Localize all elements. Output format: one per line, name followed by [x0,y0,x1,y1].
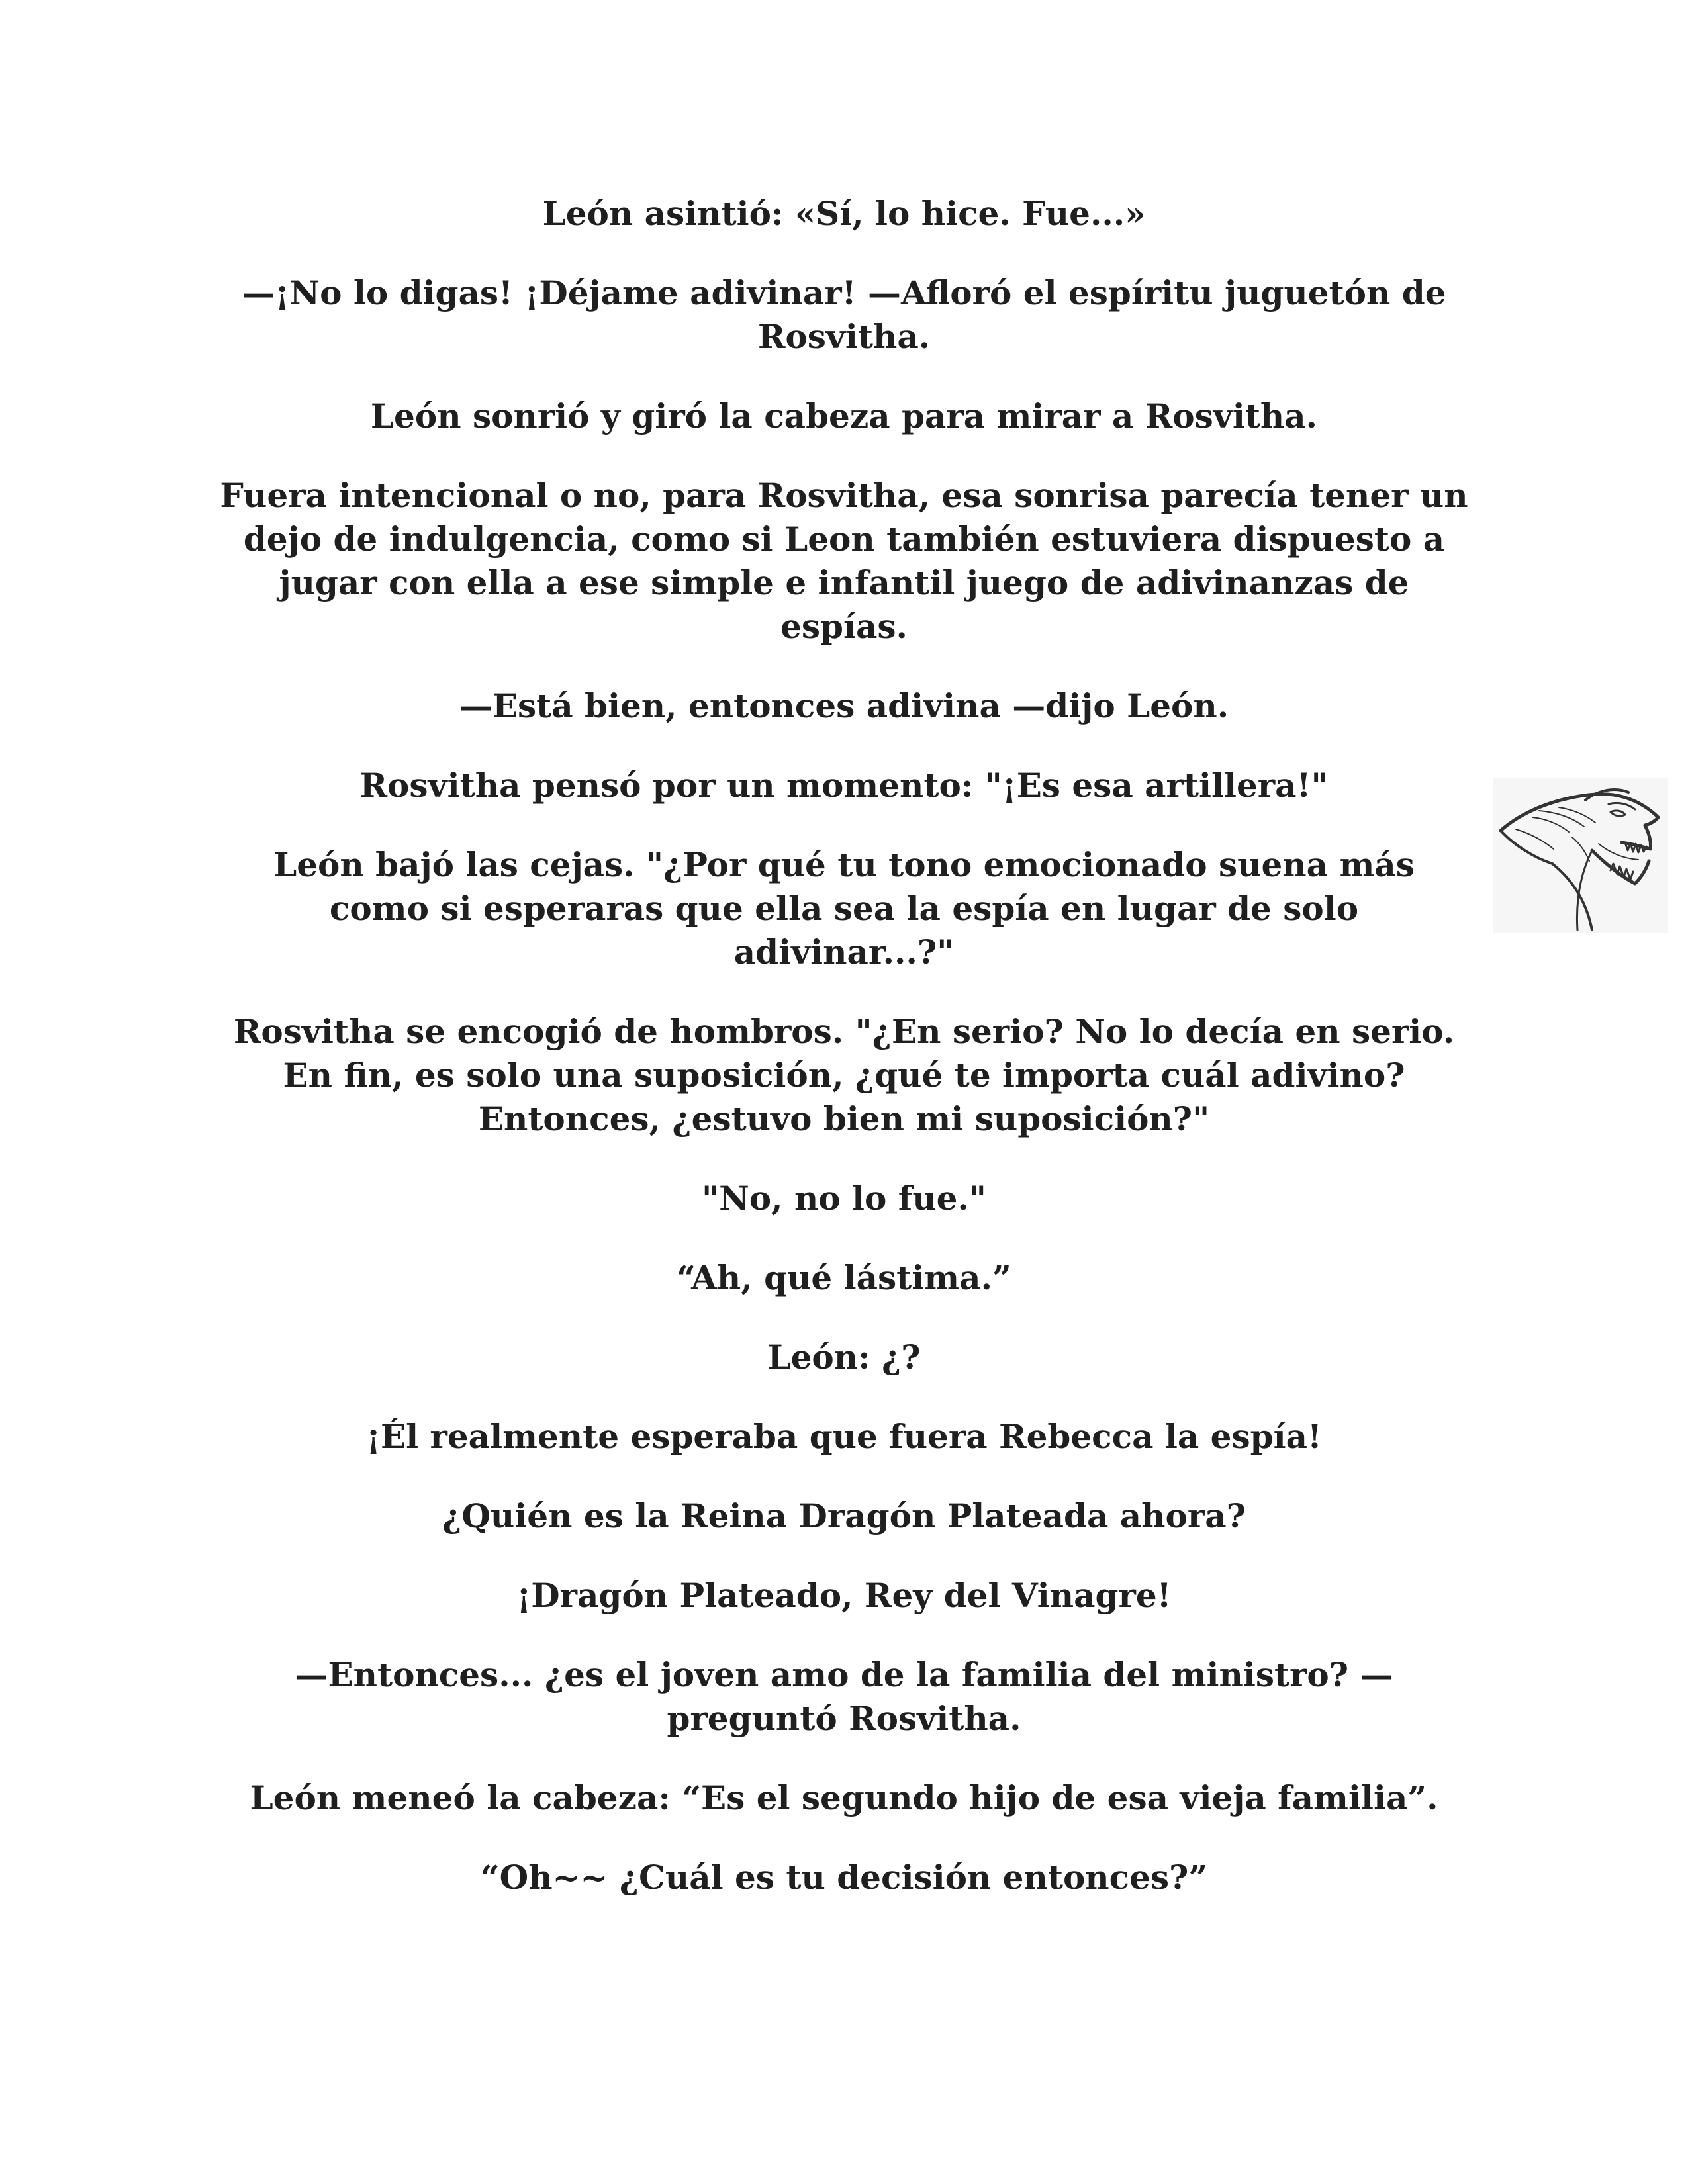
paragraph-4: Fuera intencional o no, para Rosvitha, esa sonrisa parecía tener un dejo de indulgencia, como si Leon también estuviera dispuesto a jugar con ella a ese simple e infantil juego de adivinanzas de espías. [220,476,1468,646]
paragraph-10: “Ah, qué lástima.” [677,1258,1011,1297]
paragraph-14: ¡Dragón Plateado, Rey del Vinagre! [516,1576,1172,1615]
paragraph-2: —¡No lo digas! ¡Déjame adivinar! —Afloró el espíritu juguetón de Rosvitha. [242,273,1446,356]
dragon-head-sketch-icon [1493,778,1668,933]
document-body [218,192,1470,1935]
paragraph-15: —Entonces... ¿es el joven amo de la familia del ministro? —preguntó Rosvitha. [295,1655,1393,1738]
paragraph-1: León asintió: «Sí, lo hice. Fue...» [542,194,1146,233]
paragraph-7: León bajó las cejas. "¿Por qué tu tono emocionado suena más como si esperaras que ella sea la espía en lugar de solo adivinar...?" [273,845,1415,972]
paragraph-8: Rosvitha se encogió de hombros. "¿En serio? No lo decía en serio. En fin, es solo una suposición, ¿qué te importa cuál adivino? Entonces, ¿estuvo bien mi suposición?" [233,1012,1455,1138]
paragraph-3: León sonrió y giró la cabeza para mirar a Rosvitha. [370,396,1318,435]
paragraph-12: ¡Él realmente esperaba que fuera Rebecca la espía! [366,1417,1322,1456]
paragraph-11: León: ¿? [767,1338,921,1377]
paragraph-13: ¿Quién es la Reina Dragón Plateada ahora? [442,1496,1246,1535]
paragraph-5: —Está bien, entonces adivina —dijo León. [459,686,1229,725]
paragraph-9: "No, no lo fue." [702,1179,986,1218]
paragraph-17: “Oh~~ ¿Cuál es tu decisión entonces?” [480,1858,1208,1897]
paragraph-6: Rosvitha pensó por un momento: "¡Es esa artillera!" [359,766,1329,805]
paragraph-16: León meneó la cabeza: “Es el segundo hijo de esa vieja familia”. [250,1778,1438,1817]
